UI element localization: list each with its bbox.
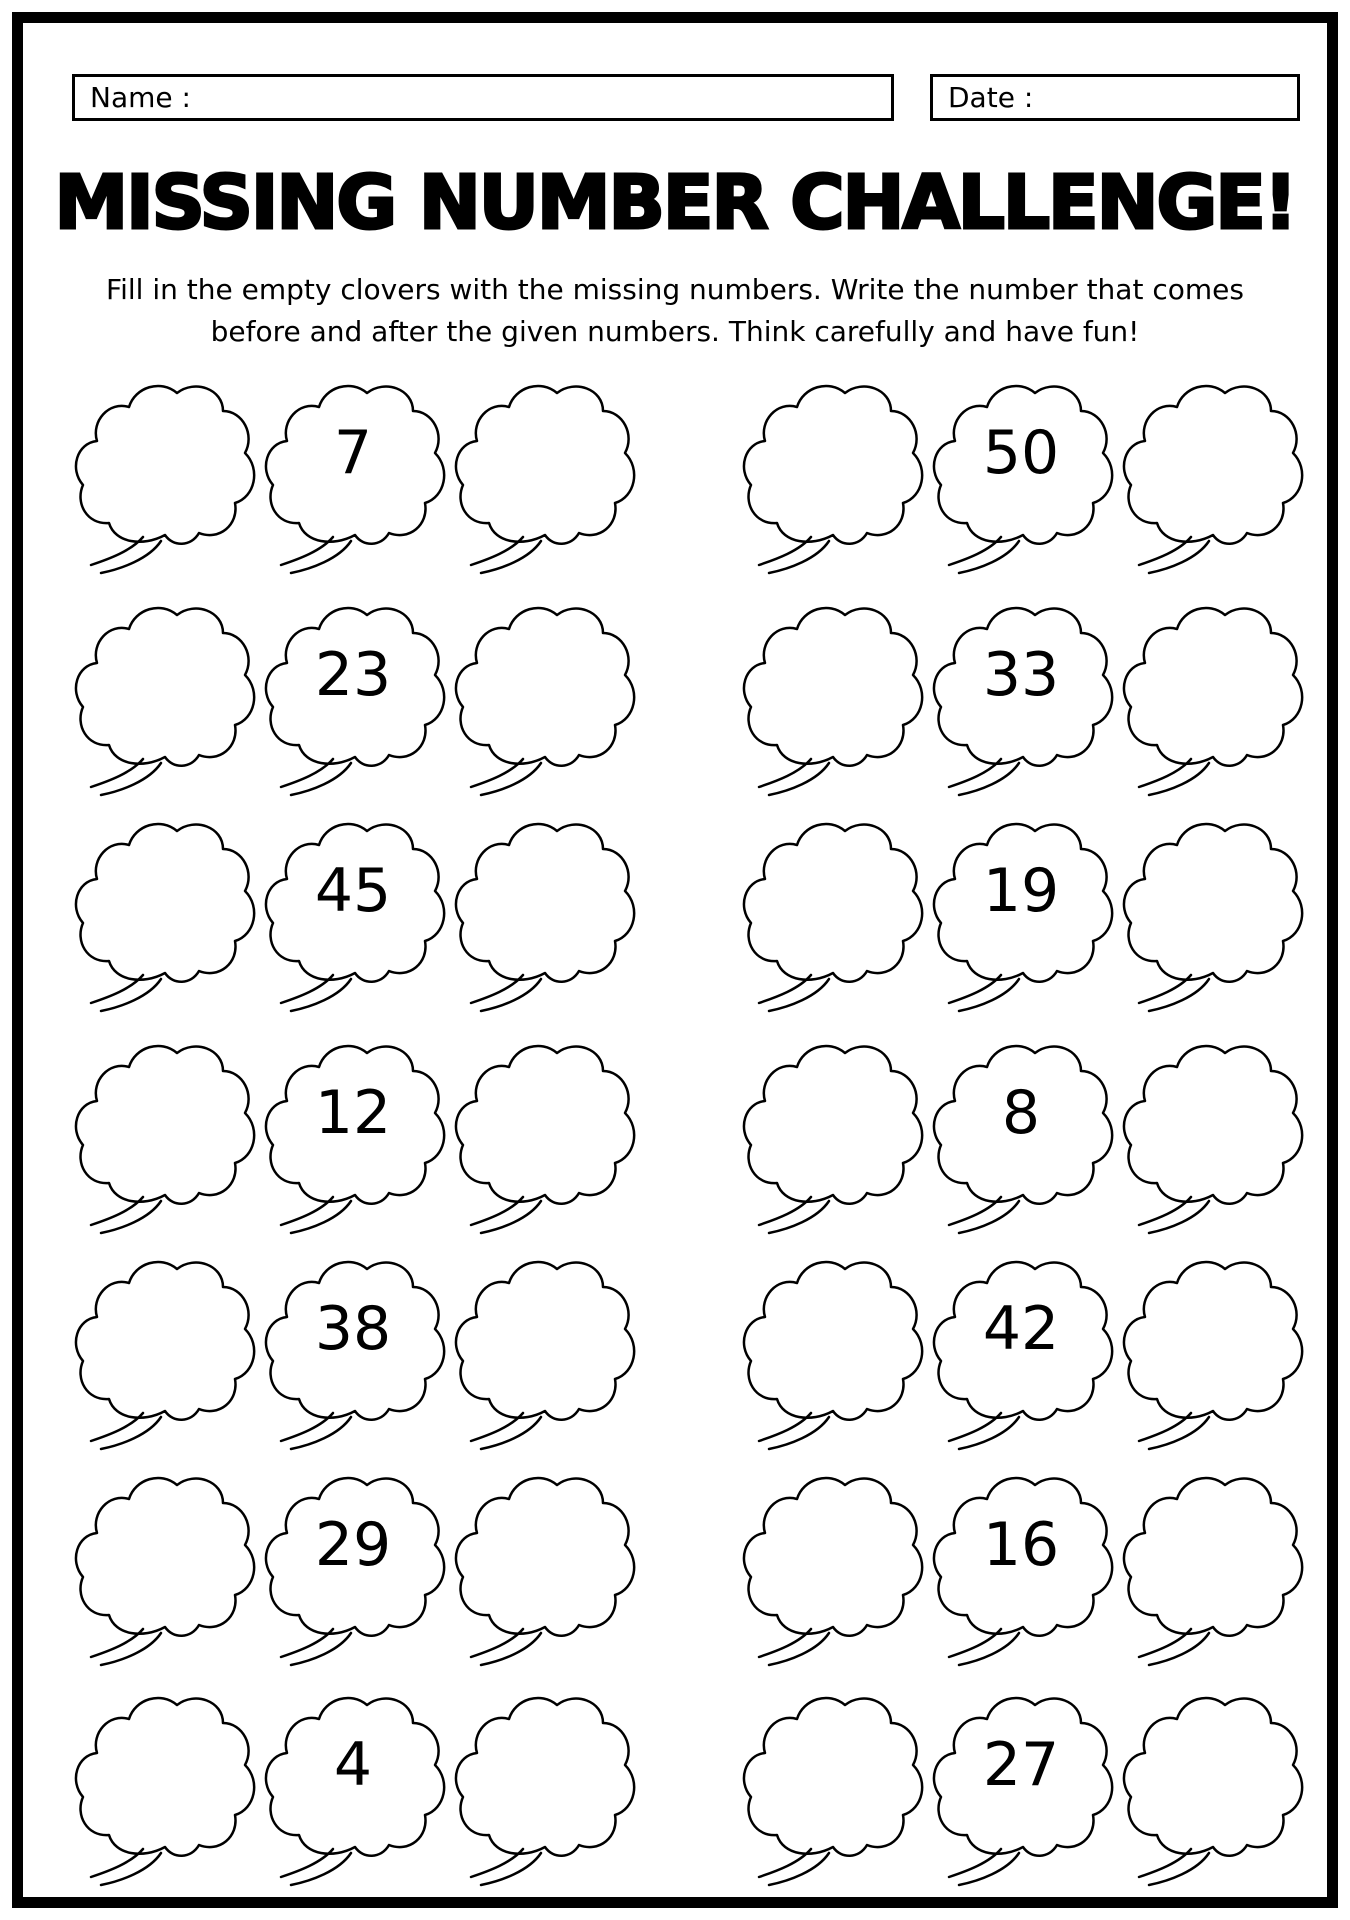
clover-icon — [741, 1035, 921, 1235]
blank-clover-after[interactable] — [1121, 597, 1301, 797]
clover-icon — [1121, 813, 1301, 1013]
given-number: 23 — [314, 640, 392, 710]
clover-icon — [741, 1687, 921, 1887]
clover-icon — [453, 1251, 633, 1451]
clover-icon — [453, 375, 633, 575]
clover-icon — [73, 1035, 253, 1235]
blank-clover-after[interactable] — [453, 1467, 633, 1667]
blank-clover-after[interactable] — [453, 375, 633, 575]
given-clover — [263, 1687, 443, 1887]
clover-icon — [73, 375, 253, 575]
blank-clover-after[interactable] — [1121, 375, 1301, 575]
given-clover — [263, 1251, 443, 1451]
blank-clover-after[interactable] — [1121, 1035, 1301, 1235]
blank-clover-before[interactable] — [73, 813, 253, 1013]
given-clover — [931, 1251, 1111, 1451]
blank-clover-before[interactable] — [73, 1251, 253, 1451]
clover-icon — [1121, 597, 1301, 797]
clover-icon — [1121, 375, 1301, 575]
given-clover — [931, 1687, 1111, 1887]
clover-icon — [453, 1687, 633, 1887]
clover-icon — [741, 1251, 921, 1451]
given-clover — [931, 813, 1111, 1013]
blank-clover-before[interactable] — [741, 1035, 921, 1235]
blank-clover-after[interactable] — [453, 813, 633, 1013]
clover-icon — [73, 1687, 253, 1887]
clover-grid — [23, 23, 1327, 1897]
clover-icon — [453, 813, 633, 1013]
blank-clover-before[interactable] — [73, 1467, 253, 1667]
given-number: 33 — [982, 640, 1060, 710]
clover-icon — [741, 375, 921, 575]
clover-icon — [73, 813, 253, 1013]
blank-clover-before[interactable] — [741, 1251, 921, 1451]
given-clover — [931, 375, 1111, 575]
clover-icon — [741, 813, 921, 1013]
given-number: 7 — [333, 418, 373, 488]
given-number: 16 — [982, 1510, 1060, 1580]
given-number: 45 — [314, 856, 392, 926]
blank-clover-after[interactable] — [1121, 1687, 1301, 1887]
clover-icon — [73, 1467, 253, 1667]
given-number: 27 — [982, 1730, 1060, 1800]
given-clover — [263, 1467, 443, 1667]
clover-icon — [1121, 1035, 1301, 1235]
given-number: 19 — [982, 856, 1060, 926]
clover-icon — [1121, 1687, 1301, 1887]
date-label: Date : — [948, 81, 1034, 114]
blank-clover-before[interactable] — [741, 597, 921, 797]
given-clover — [263, 597, 443, 797]
clover-icon — [453, 1035, 633, 1235]
clover-icon — [741, 1467, 921, 1667]
blank-clover-after[interactable] — [453, 1251, 633, 1451]
given-clover — [931, 1035, 1111, 1235]
blank-clover-before[interactable] — [73, 597, 253, 797]
blank-clover-after[interactable] — [1121, 1467, 1301, 1667]
given-number: 29 — [314, 1510, 392, 1580]
clover-icon — [453, 1467, 633, 1667]
blank-clover-before[interactable] — [741, 1687, 921, 1887]
blank-clover-before[interactable] — [741, 813, 921, 1013]
given-number: 38 — [314, 1294, 392, 1364]
clover-icon — [1121, 1467, 1301, 1667]
given-number: 4 — [333, 1730, 373, 1800]
given-clover — [263, 1035, 443, 1235]
blank-clover-after[interactable] — [453, 1687, 633, 1887]
blank-clover-before[interactable] — [73, 1687, 253, 1887]
given-clover — [931, 597, 1111, 797]
blank-clover-after[interactable] — [453, 1035, 633, 1235]
clover-icon — [741, 597, 921, 797]
given-number: 12 — [314, 1078, 392, 1148]
blank-clover-before[interactable] — [741, 375, 921, 575]
blank-clover-after[interactable] — [453, 597, 633, 797]
blank-clover-after[interactable] — [1121, 1251, 1301, 1451]
worksheet-title: MISSING NUMBER CHALLENGE! — [54, 160, 1296, 246]
given-clover — [263, 813, 443, 1013]
clover-icon — [73, 1251, 253, 1451]
worksheet-page — [12, 12, 1338, 1908]
blank-clover-after[interactable] — [1121, 813, 1301, 1013]
clover-icon — [453, 597, 633, 797]
given-clover — [263, 375, 443, 575]
given-clover — [931, 1467, 1111, 1667]
given-number: 42 — [982, 1294, 1060, 1364]
blank-clover-before[interactable] — [73, 375, 253, 575]
blank-clover-before[interactable] — [741, 1467, 921, 1667]
given-number: 8 — [1001, 1078, 1041, 1148]
instructions: Fill in the empty clovers with the missing numbers. Write the number that comes before and after the given numbers. Think carefully and have fun! — [106, 273, 1244, 348]
given-number: 50 — [982, 418, 1060, 488]
blank-clover-before[interactable] — [73, 1035, 253, 1235]
clover-icon — [73, 597, 253, 797]
clover-icon — [1121, 1251, 1301, 1451]
name-label: Name : — [90, 81, 191, 114]
